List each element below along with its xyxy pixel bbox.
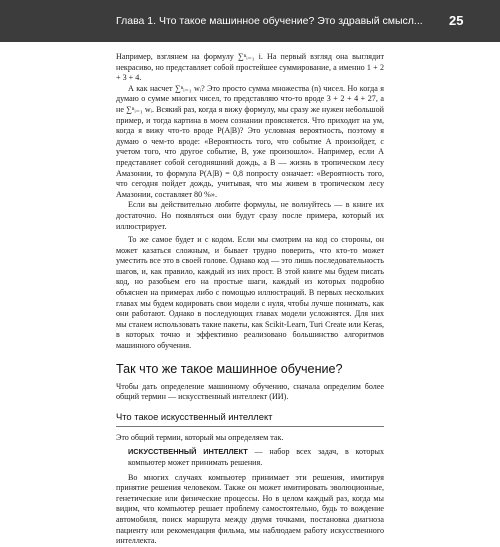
paragraph-ml-definition-intro: Чтобы дать определение машинному обучению, сначала определим более общий термин — искусственный интеллект (ИИ).: [116, 381, 384, 402]
paragraph-formulas-note: Если вы действительно любите формулы, не волнуйтесь — в книге их достаточно. Но появляться они будут сразу после примера, который их иллюстрирует.: [116, 200, 384, 231]
page-number: 25: [449, 13, 464, 28]
paragraph-formula-example: Например, взглянем на формулу ∑ⁿᵢ₌₁ i. На первый взгляд она выглядит некрасиво, но представляет собой простейшее суммирование, а именно 1 + 2 + 3 + 4.: [116, 52, 384, 83]
section-heading: Так что же такое машинное обучение?: [116, 361, 343, 376]
running-header: [0, 0, 500, 42]
definition-term: ИСКУССТВЕННЫЙ ИНТЕЛЛЕКТ: [128, 447, 248, 457]
chapter-title: Глава 1. Что такое машинное обучение? Это здравый смысл...: [116, 15, 423, 27]
paragraph-sum-example: А как насчет ∑ⁿᵢ₌₁ wᵢ? Это просто сумма множества (n) чисел. Но когда я думаю о сумме многих чисел, то представляю что-то вроде 3 + 2 + 4 + 27, а не ∑ⁿᵢ₌₁ wᵢ. Всякий раз, когда я вижу формулу, мы сразу же нужен небольшой пример, и тогда картина в моем сознании проясняется. Что приходит на ум, когда я вижу что-то вроде P(A|B)? Это условная вероятность, поэтому я думаю о чем-то вроде: «Вероятность того, что событие A произойдет, с учетом того, что другое событие, B, уже произошло». Например, если A представляет собой сегодняшний дождь, а B — жизнь в тропическом лесу Амазонии, то формула P(A|B) = 0,8 попросту означает: «Вероятность того, что сегодня пойдет дождь, учитывая, что мы живем в тропическом лесу Амазонии, составляет 80 %».: [116, 83, 384, 199]
subsection-divider: [116, 426, 384, 427]
paragraph-ai-intro: Это общий термин, который мы определяем так.: [116, 432, 284, 442]
paragraph-code-note: То же самое будет и с кодом. Если мы смотрим на код со стороны, он может казаться сложным, и бывает трудно поверить, что кто-то может уместить все это в своей голове. Однако код — это лишь последовательность шагов, и, как правило, каждый из них прост. В этой книге мы будем писать код, но разобьем его на простые шаги, каждый из которых подробно объяснен на примерах либо с помощью иллюстраций. В первых нескольких главах мы будем кодировать свои модели с нуля, чтобы лучше понимать, как они работают. Однако в последующих главах модели усложнятся. Для них мы станем использовать такие пакеты, как Scikit-Learn, Turi Create или Keras, в которых точно и эффективно реализовано большинство алгоритмов машинного обучения.: [116, 235, 384, 351]
page-content: [116, 52, 384, 547]
paragraph-ai-decisions: Во многих случаях компьютер принимает эти решения, имитируя принятие решения человеком. Также он может имитировать эволюционные, генетические или физические процессы. Но в целом каждый раз, когда мы видим, что компьютер решает проблему самостоятельно, будь то вождение автомобиля, поиск маршрута между двумя точками, постановка диагноза пациенту или рекомендация фильма, мы наблюдаем работу искусственного интеллекта.: [116, 472, 384, 546]
definition-text: — набор всех задач, в которых компьютер может принимать решения.: [128, 447, 385, 467]
subsection-heading: Что такое искусственный интеллект: [116, 410, 273, 422]
definition-block: [128, 447, 384, 468]
